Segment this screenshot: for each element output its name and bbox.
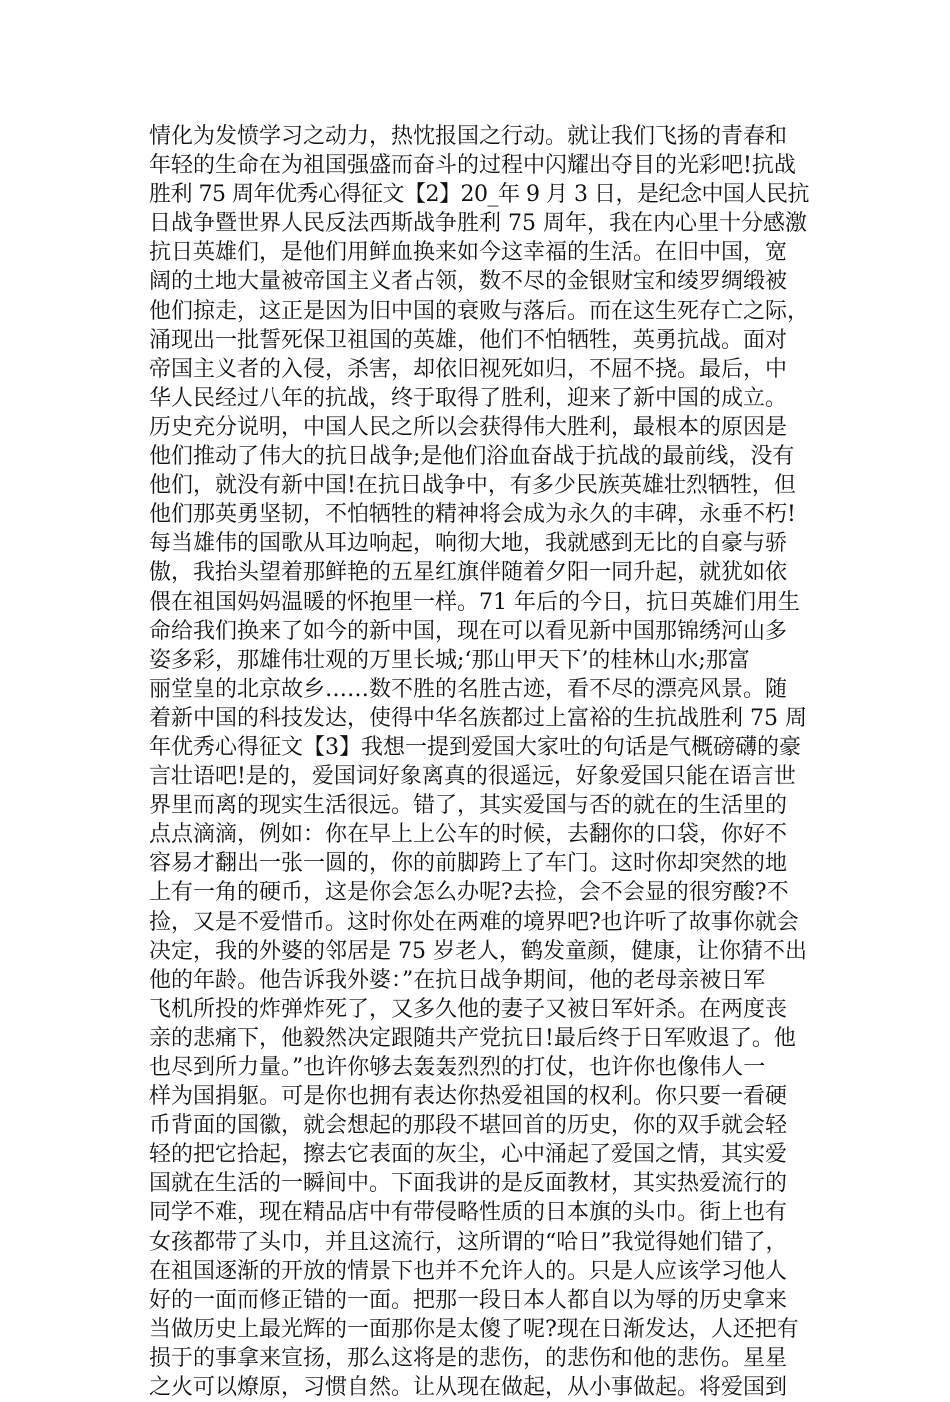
- text-line: 他们掠走，这正是因为旧中国的衰败与落后。而在这生死存亡之际，: [149, 298, 809, 324]
- text-line: 他们那英勇坚韧，不怕牺牲的精神将会成为永久的丰碑，永垂不朽!: [149, 502, 796, 528]
- text-line: 年优秀心得征文【3】我想一提到爱国大家吐的句话是气概磅礴的豪: [149, 734, 801, 760]
- text-line: 捡，又是不爱惜币。这时你处在两难的境界吧?也许听了故事你就会: [149, 909, 799, 935]
- text-line: 情化为发愤学习之动力，热忱报国之行动。就让我们飞扬的青春和: [149, 124, 788, 149]
- text-line: 亲的悲痛下，他毅然决定跟随共产党抗日!最后终于日军败退了。他: [149, 1025, 796, 1051]
- text-line: 傲，我抬头望着那鲜艳的五星红旗伴随着夕阳一同升起，就犹如依: [149, 560, 788, 586]
- text-line: 飞机所投的炸弹炸死了，又多久他的妻子又被日军奸杀。在两度丧: [149, 996, 788, 1022]
- text-line: 他们推动了伟大的抗日战争;是他们浴血奋战于抗战的最前线，没有: [149, 444, 795, 470]
- text-line: 容易才翻出一张一圆的，你的前脚跨上了车门。这时你却突然的地: [149, 851, 788, 877]
- text-line: 年轻的生命在为祖国强盛而奋斗的过程中闪耀出夺目的光彩吧!抗战: [149, 153, 796, 179]
- text-line: 每当雄伟的国歌从耳边响起，响彻大地，我就感到无比的自豪与骄: [149, 531, 788, 557]
- text-line: 国就在生活的一瞬间中。下面我讲的是反面教材，其实热爱流行的: [149, 1171, 788, 1197]
- text-line: 界里而离的现实生活很远。错了，其实爱国与否的就在的生活里的: [149, 793, 788, 819]
- text-line: 着新中国的科技发达，使得中华名族都过上富裕的生抗战胜利 75 周: [149, 705, 807, 731]
- text-line: 在祖国逐渐的开放的情景下也并不允许人的。只是人应该学习他人: [149, 1258, 788, 1284]
- text-line: 他们，就没有新中国!在抗日战争中，有多少民族英雄壮烈牺牲，但: [149, 473, 796, 499]
- text-line: 华人民经过八年的抗战，终于取得了胜利，迎来了新中国的成立。: [149, 385, 788, 411]
- body-text: [149, 122, 809, 1402]
- text-line: 上有一角的硬币，这是你会怎么办呢?去捡，会不会显的很穷酸?不: [149, 880, 789, 906]
- text-line: 言壮语吧!是的，爱国词好象离真的很遥远，好象爱国只能在语言世: [149, 764, 796, 790]
- text-line: 决定，我的外婆的邻居是 75 岁老人，鹤发童颜，健康，让你猜不出: [149, 938, 807, 964]
- text-line: 历史充分说明，中国人民之所以会获得伟大胜利，最根本的原因是: [149, 414, 788, 440]
- text-line: 币背面的国徽，就会想起的那段不堪回首的历史，你的双手就会轻: [149, 1113, 788, 1139]
- text-line: 当做历史上最光辉的一面那你是太傻了呢?现在日渐发达，人还把有: [149, 1316, 799, 1342]
- text-line: 命给我们换来了如今的新中国，现在可以看见新中国那锦绣河山多: [149, 618, 788, 644]
- text-line: 样为国捐躯。可是你也拥有表达你热爱祖国的权利。你只要一看硬: [149, 1084, 788, 1110]
- text-line: 姿多彩，那雄伟壮观的万里长城;‘那山甲天下’的桂林山水;那富: [149, 647, 750, 673]
- text-line: 阔的土地大量被帝国主义者占领，数不尽的金银财宝和绫罗绸缎被: [149, 269, 788, 295]
- text-line: 他的年龄。他告诉我外婆：”在抗日战争期间，他的老母亲被日军: [149, 967, 766, 993]
- text-line: 日战争暨世界人民反法西斯战争胜利 75 周年，我在内心里十分感激: [149, 211, 807, 237]
- text-line: 也尽到所力量。”也许你够去轰轰烈烈的打仗，也许你也像伟人一: [149, 1055, 766, 1080]
- text-line: 胜利 75 周年优秀心得征文【2】20_年 9 月 3 日，是纪念中国人民抗: [149, 182, 809, 208]
- text-line: 女孩都带了头巾，并且这流行，这所谓的“哈日”我觉得她们错了，: [149, 1229, 788, 1255]
- text-line: 好的一面而修正错的一面。把那一段日本人都自以为辱的历史拿来: [149, 1287, 788, 1313]
- text-line: 损于的事拿来宣扬，那么这将是的悲伤，的悲伤和他的悲伤。星星: [149, 1345, 788, 1371]
- text-line: 抗日英雄们，是他们用鲜血换来如今这幸福的生活。在旧中国，宽: [149, 240, 788, 266]
- text-line: 丽堂皇的北京故乡……数不胜的名胜古迹，看不尽的漂亮风景。随: [149, 676, 788, 702]
- text-line: 点点滴滴，例如：你在早上上公车的时候，去翻你的口袋，你好不: [149, 822, 788, 848]
- text-line: 之火可以燎原，习惯自然。让从现在做起，从小事做起。将爱国到: [149, 1375, 788, 1401]
- text-line: 涌现出一批誓死保卫祖国的英雄，他们不怕牺牲，英勇抗战。面对: [149, 327, 788, 353]
- text-line: 轻的把它拾起，擦去它表面的灰尘，心中涌起了爱国之情，其实爱: [149, 1142, 788, 1168]
- text-line: 同学不难，现在精品店中有带侵略性质的日本旗的头巾。街上也有: [149, 1200, 788, 1226]
- text-line: 帝国主义者的入侵，杀害，却依旧视死如归，不屈不挠。最后，中: [149, 356, 788, 382]
- text-line: 偎在祖国妈妈温暖的怀抱里一样。71 年后的今日，抗日英雄们用生: [149, 589, 800, 615]
